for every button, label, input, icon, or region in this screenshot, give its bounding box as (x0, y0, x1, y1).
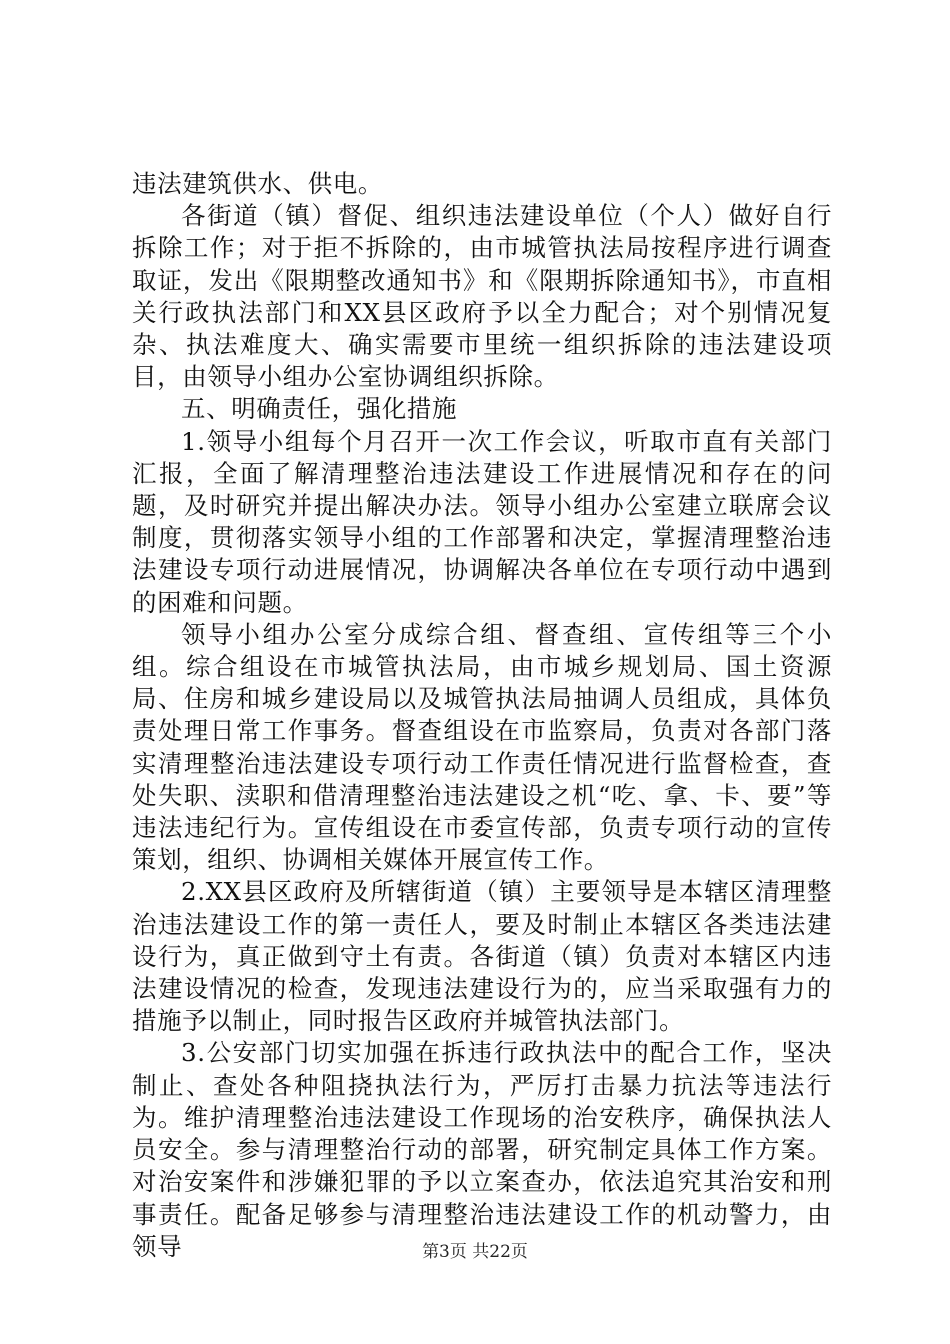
section-heading-responsibility: 五、明确责任，强化措施 (181, 394, 458, 424)
page-footer (0, 1241, 950, 1263)
paragraph-item-2: 2.XX县区政府及所辖街道（镇）主要领导是本辖区清理整治违法建设工作的第一责任人，要及时制止本辖区各类违法建设行为，真正做到守土有责。各街道（镇）负责对本辖区内违法建设情况的检查，发现违法建设行为的，应当采取强有力的措施予以制止，同时报告区政府并城管执法部门。 (132, 877, 832, 1036)
paragraph-item-3: 3.公安部门切实加强在拆违行政执法中的配合工作，坚决制止、查处各种阻挠执法行为，严厉打击暴力抗法等违法行为。维护清理整治违法建设工作现场的治安秩序，确保执法人员安全。参与清理整治行动的部署，研究制定具体工作方案。对治安案件和涉嫌犯罪的予以立案查办，依法追究其治安和刑事责任。配备足够参与清理整治违法建设工作的机动警力，由领导 (132, 1038, 832, 1261)
paragraph-office-groups: 领导小组办公室分成综合组、督查组、宣传组等三个小组。综合组设在市城管执法局，由市城乡规划局、国土资源局、住房和城乡建设局以及城管执法局抽调人员组成，具体负责处理日常工作事务。督查组设在市监察局，负责对各部门落实清理整治违法建设专项行动工作责任情况进行监督检查，查处失职、渎职和借清理整治违法建设之机“吃、拿、卡、要”等违法违纪行为。宣传组设在市委宣传部，负责专项行动的宣传策划，组织、协调相关媒体开展宣传工作。 (132, 619, 832, 875)
document-body (132, 168, 832, 1263)
page-number-label: 第3页 共22页 (422, 1242, 528, 1262)
paragraph-demolition: 各街道（镇）督促、组织违法建设单位（个人）做好自行拆除工作；对于拒不拆除的，由市城管执法局按程序进行调查取证，发出《限期整改通知书》和《限期拆除通知书》，市直相关行政执法部门和XX县区政府予以全力配合；对个别情况复杂、执法难度大、确实需要市里统一组织拆除的违法建设项目，由领导小组办公室协调组织拆除。 (132, 201, 832, 392)
paragraph-item-1: 1.领导小组每个月召开一次工作会议，听取市直有关部门汇报，全面了解清理整治违法建设工作进展情况和存在的问题，及时研究并提出解决办法。领导小组办公室建立联席会议制度，贯彻落实领导小组的工作部署和决定，掌握清理整治违法建设专项行动进展情况，协调解决各单位在专项行动中遇到的困难和问题。 (132, 426, 832, 617)
paragraph-continuation: 违法建筑供水、供电。 (132, 169, 383, 198)
